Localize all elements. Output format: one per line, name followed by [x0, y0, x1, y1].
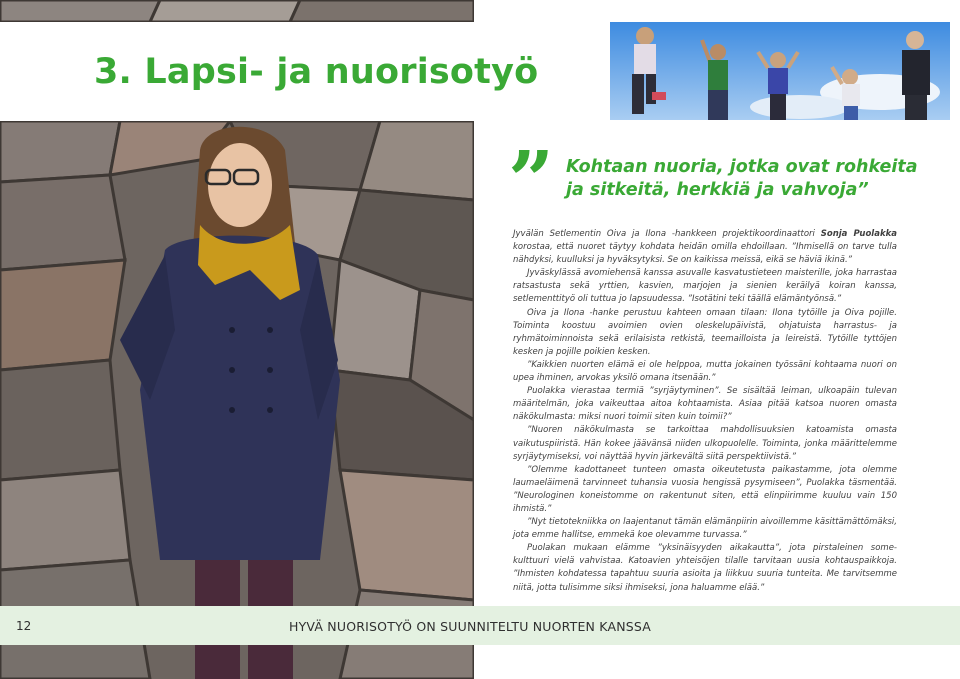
- article-text: Jyvälän Setlementin Oiva ja Ilona -hankkeen projektikoordinaattori: [513, 229, 821, 239]
- article-paragraph: ”Nyt tietotekniikka on laajentanut tämän elämänpiirin aivoillemme käsittämättömäksi, jota emme hallitse, emmekä koe olevamme turvassa.”: [513, 517, 897, 541]
- page-number: 12: [16, 619, 32, 633]
- group-photo: [610, 22, 950, 120]
- article-paragraph: Oiva ja Ilona -hanke perustuu kahteen omaan tilaan: Ilona tytöille ja Oiva pojille. Toiminta koostuu avoimien ovien oleskelupäivistä, ohjatuista harrastus- ja ryhmätoiminnoista sekä erilaisista retkistä, teemailloista ja leireistä. Tytöille tyttöjen kesken ja pojille poikien kesken.: [513, 307, 897, 357]
- article-paragraph: Puolakan mukaan elämme ”yksinäisyyden aikakautta”, jota pirstaleinen some-kulttuuri vielä vahvistaa. Katoavien yhteisöjen tilalle tarvitaan uusia kohtauspaikkoja. ”Ihmisten kohdatessa tapahtuu suuria asioita ja liikkuu suuria tunteita. Me tarvitsemme niitä, jotta tulisimme siksi ihmiseksi, jona haluamme elää.”: [513, 543, 897, 593]
- quote-mark-icon: ”: [508, 133, 555, 227]
- article-paragraph: ”Nuoren näkökulmasta se tarkoittaa mahdollisuuksien katoamista omasta vaikutuspiiristä. Hän kokee jäävänsä niiden ulkopuolelle. Toiminta, jonka määrittelemme syrjäytymiseksi, voi näyttää hyvin järkevältä siitä perspektiivistä.”: [513, 425, 897, 462]
- pull-quote: [566, 156, 946, 202]
- article-paragraph: Jyväskylässä avomiehensä kanssa asuvalle kasvatustieteen maisterille, joka harrastaa ratsastusta sekä yrttien, kasvien, marjojen ja sienien keräilyä koiran kanssa, setlementtityö oli tuttua jo lapsuudessa. ”Isotätini teki täällä elämäntyönsä.”: [513, 268, 897, 305]
- article-paragraph: [513, 228, 897, 267]
- article-paragraph: ”Olemme kadottaneet tunteen omasta oikeutetusta paikastamme, jota olemme laumaeläimenä tarvinneet tuhansia vuosia hengissä pysymiseen”, Puolakka täsmentää. ”Neurologinen koneistomme on rakentunut siten, että elinpiirimme kuuluu vain 150 ihmistä.”: [513, 464, 897, 514]
- pull-quote-line-1: Kohtaan nuoria, jotka ovat rohkeita: [566, 157, 918, 177]
- footer-title: HYVÄ NUORISOTYÖ ON SUUNNITELTU NUORTEN KANSSA: [289, 619, 652, 634]
- pull-quote-line-2: ja sitkeitä, herkkiä ja vahvoja”: [566, 180, 869, 200]
- article-body: [513, 228, 897, 595]
- chapter-title: 3. Lapsi- ja nuorisotyö: [94, 52, 539, 92]
- article-paragraph: ”Kaikkien nuorten elämä ei ole helppoa, mutta jokainen työssäni kohtaama nuori on upea ihminen, arvokas yksilö omana itsenään.”: [513, 359, 897, 384]
- article-paragraph: Puolakka vierastaa termiä ”syrjäytyminen”. Se sisältää leiman, ulkoapäin tulevan määritelmän, joka vaikeuttaa aitoa kohtaamista. Asiaa pitää katsoa nuoren omasta näkökulmasta: miksi nuori toimii siten kuin toimii?”: [513, 386, 897, 423]
- article-text: korostaa, että nuoret täytyy kohdata heidän omilla ehdoillaan. ”Ihmisellä on tarve tulla nähdyksi, kuulluksi ja hyväksytyksi. Se on kaikissa meissä, eikä se häviä ikinä.”: [513, 242, 897, 266]
- interviewee-name: Sonja Puolakka: [820, 229, 897, 239]
